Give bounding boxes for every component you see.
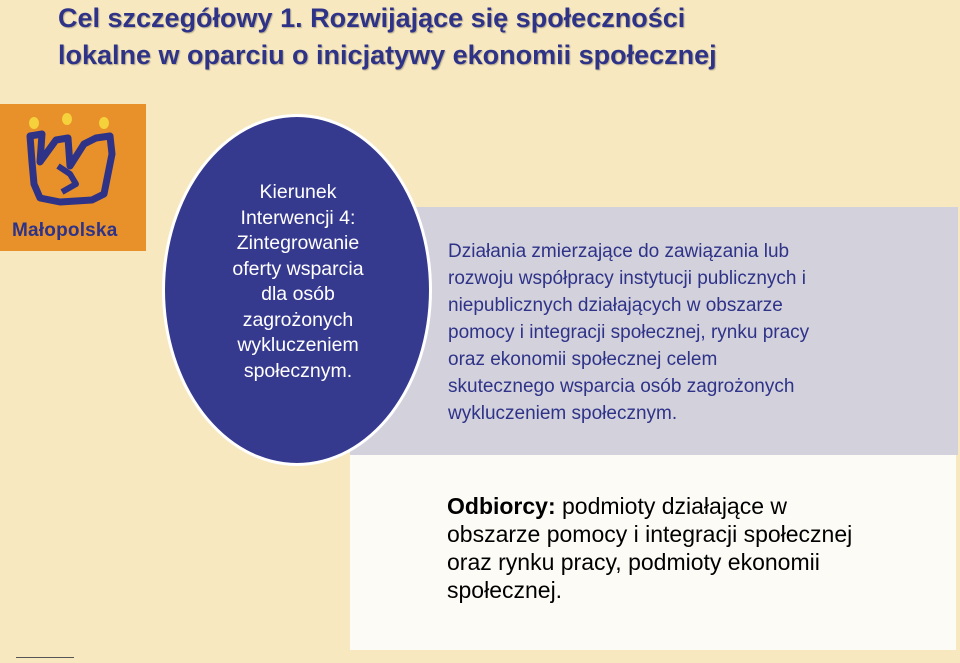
footer-divider bbox=[16, 657, 74, 658]
description-line-2: rozwoju współpracy instytucji publicznych i bbox=[448, 268, 806, 289]
intervention-line-4: oferty wsparcia bbox=[232, 257, 364, 280]
recipients-line-1-text: podmioty działające w bbox=[555, 493, 788, 519]
logo-dot-1 bbox=[29, 117, 39, 129]
intervention-text bbox=[188, 180, 408, 384]
intervention-line-8: społecznym. bbox=[243, 359, 353, 382]
slide-title-line-2: lokalne w oparciu o inicjatywy ekonomii społecznej bbox=[58, 40, 717, 70]
intervention-line-5: dla osób bbox=[261, 283, 335, 305]
description-line-7: wykluczeniem społecznym. bbox=[448, 403, 678, 424]
slide-title bbox=[58, 0, 948, 74]
intervention-line-6: zagrożonych bbox=[242, 308, 354, 331]
intervention-line-1: Kierunek bbox=[259, 181, 337, 203]
logo-dot-2 bbox=[62, 113, 72, 125]
intervention-line-3: Zintegrowanie bbox=[236, 232, 360, 254]
recipients-line-4: społecznej. bbox=[447, 577, 563, 603]
logo-dot-3 bbox=[99, 117, 109, 129]
slide-title-line-1: Cel szczegółowy 1. Rozwijające się społeczności bbox=[58, 3, 686, 33]
logo-text: Małopolska bbox=[12, 220, 118, 241]
recipients-line-3: oraz rynku pracy, podmioty ekonomii bbox=[447, 549, 820, 575]
description-line-3: niepublicznych działających w obszarze bbox=[448, 295, 783, 316]
intervention-line-2: Interwencji 4: bbox=[240, 206, 356, 229]
description-line-1: Działania zmierzające do zawiązania lub bbox=[448, 241, 790, 262]
description-line-5: oraz ekonomii społecznej celem bbox=[448, 349, 718, 370]
recipients-text bbox=[447, 492, 947, 604]
description-line-6: skutecznego wsparcia osób zagrożonych bbox=[448, 376, 795, 397]
intervention-line-7: wykluczeniem bbox=[237, 334, 359, 356]
malopolska-logo bbox=[0, 104, 146, 251]
recipients-label: Odbiorcy: bbox=[447, 493, 556, 519]
recipients-line-1 bbox=[447, 492, 947, 520]
description-text bbox=[448, 238, 948, 427]
recipients-line-2: obszarze pomocy i integracji społecznej bbox=[447, 521, 853, 547]
description-line-4: pomocy i integracji społecznej, rynku pracy bbox=[448, 322, 810, 343]
